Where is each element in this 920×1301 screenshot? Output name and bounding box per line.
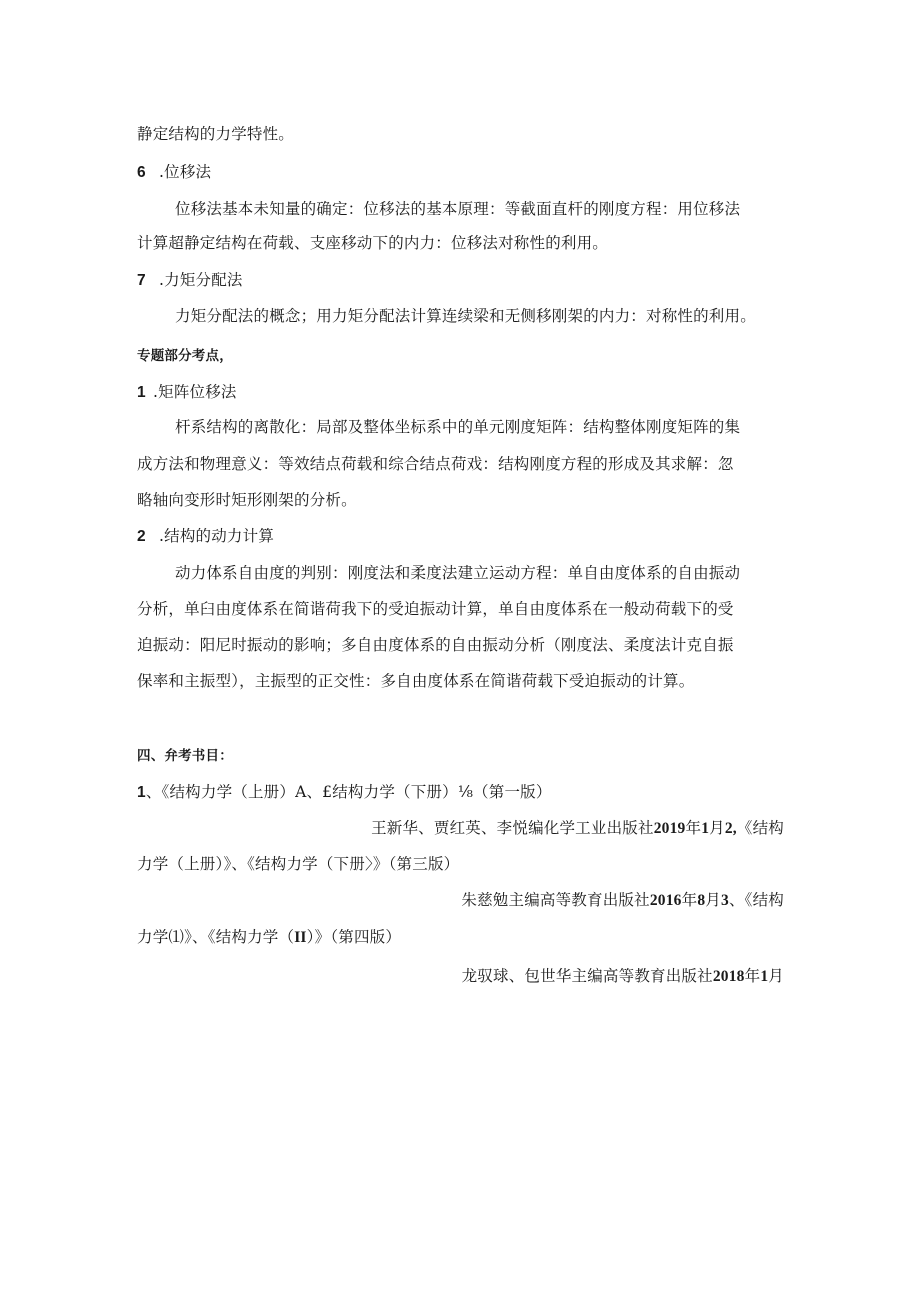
publish-year: 2019 [653, 820, 686, 837]
month-char: 月 [709, 819, 725, 837]
reference-title: 《结构 [736, 819, 784, 837]
section-title: .力矩分配法 [159, 271, 243, 289]
reference-title-end: ）》（第四版） [306, 928, 402, 946]
section-7-heading [137, 269, 787, 292]
section-number: 6 [137, 164, 146, 181]
reference-1-publisher [137, 817, 784, 840]
reference-3 [137, 926, 787, 949]
paragraph-line: 计算超静定结构在荷载、支座移动下的内力：位移法对称性的利用。 [137, 234, 609, 252]
paragraph-line: 分析，单臼由度体系在简谐荷我下的受迫振动计算，单自由度体系在一般动荷载下的受 [137, 600, 734, 618]
reference-number: 1 [137, 784, 146, 801]
reference-1 [137, 781, 787, 804]
paragraph-line: 动力体系自由度的判别：刚度法和柔度法建立运动方程：单自由度体系的自由振动 [175, 564, 741, 582]
section-title: .矩阵位移法 [153, 383, 237, 401]
reference-title: 、《结构力学（上册）A、£结构力学（下册）⅛（第一版） [145, 783, 552, 801]
publisher-text: 龙驭球、包世华主编高等教育出版社 [461, 967, 713, 985]
paragraph-line: 略轴向变形时矩形刚架的分析。 [137, 491, 357, 509]
section-number: 1 [137, 384, 146, 401]
reference-number: 2, [724, 820, 737, 837]
publish-month: 1 [701, 820, 710, 837]
publisher-text: 朱慈勉主编高等教育出版社 [461, 891, 650, 909]
references-heading: 四、弁考书目： [137, 748, 233, 764]
year-char: 年 [685, 819, 702, 837]
reference-2: 力学（上册）》、《结构力学（下册〉》（第三版） [137, 855, 460, 873]
publisher-text: 王新华、贾红英、李悦编化学工业出版社 [371, 819, 654, 837]
year-char: 年 [744, 967, 761, 985]
reference-3-publisher [137, 965, 784, 988]
month-char: 月 [705, 891, 721, 909]
section-number: 7 [137, 272, 146, 289]
paragraph-line: 成方法和物理意义：等效结点荷载和综合结点荷戏：结构刚度方程的形成及其求解：忽 [137, 455, 734, 473]
paragraph-line: 杆系结构的离散化：局部及整体坐标系中的单元刚度矩阵：结构整体刚度矩阵的集 [175, 418, 741, 436]
section-title: .位移法 [159, 163, 212, 181]
year-char: 年 [681, 891, 698, 909]
month-char: 月 [768, 967, 784, 985]
topic-1-heading [137, 381, 787, 404]
publish-month: 8 [697, 892, 706, 909]
reference-2-publisher [137, 889, 784, 912]
paragraph-line: 力矩分配法的概念；用力矩分配法计算连续梁和无侧移刚架的内力：对称性的利用。 [175, 307, 756, 325]
section-title: .结构的动力计算 [159, 527, 275, 545]
publish-month: 1 [760, 968, 769, 985]
reference-number: 3 [720, 892, 729, 909]
paragraph-line: 迫振动：阳尼时振动的影响；多自由度体系的自由振动分析（刚度法、柔度法计克自振 [137, 636, 734, 654]
volume-number: II [294, 929, 307, 946]
section-6-heading [137, 161, 787, 184]
reference-title: 力学⑴》、《结构力学（ [137, 928, 295, 946]
publish-year: 2018 [712, 968, 745, 985]
section-number: 2 [137, 528, 146, 545]
publish-year: 2016 [649, 892, 682, 909]
topic-heading: 专题部分考点， [137, 348, 233, 364]
paragraph-line: 保率和主振型），主振型的正交性：多自由度体系在简谐荷载下受迫振动的计算。 [137, 672, 695, 690]
paragraph-line: 位移法基本未知量的确定：位移法的基本原理：等截面直杆的刚度方程：用位移法 [175, 200, 741, 218]
topic-2-heading [137, 525, 787, 548]
paragraph-line: 静定结构的力学特性。 [137, 125, 295, 143]
reference-title: 、《结构 [728, 891, 784, 909]
